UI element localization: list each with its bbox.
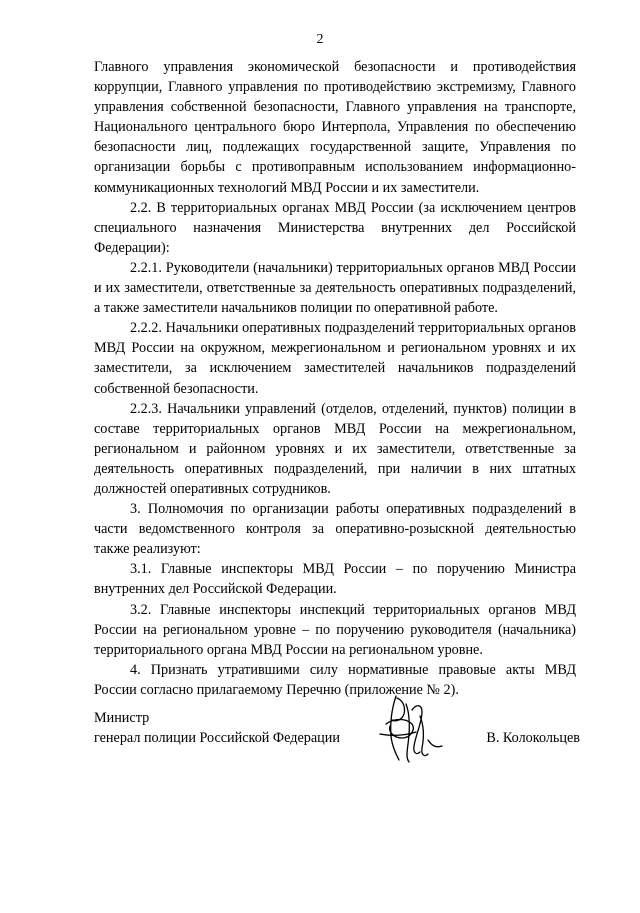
paragraph-3: 3. Полномочия по организации работы оперативных подразделений в части ведомственного контроля за оперативно-розыскной деятельностью также реализуют: bbox=[94, 501, 576, 558]
paragraph-3-1: 3.1. Главные инспекторы МВД России – по поручению Министра внутренних дел Российской Федерации. bbox=[94, 561, 576, 598]
signatory-name: В. Колокольцев bbox=[486, 730, 580, 746]
signature-block bbox=[94, 706, 580, 766]
signatory-position bbox=[94, 708, 340, 748]
signatory-rank: генерал полиции Российской Федерации bbox=[94, 730, 340, 747]
document-body bbox=[94, 57, 576, 700]
paragraph-2-2-3: 2.2.3. Начальники управлений (отделов, отделений, пунктов) полиции в составе территориальных органов МВД России на межрегиональном, региональном и районном уровнях и их заместители, ответственные за деятельность оперативных подразделений, при наличии в них штатных должностей оперативных сотрудников. bbox=[94, 400, 576, 497]
paragraph-continuation: Главного управления экономической безопасности и противодействия коррупции, Главного управления по противодействию экстремизму, Главного управления собственной безопасности, Главного управления на транспорте, Национального центрального бюро Интерпола, Управления по обеспечению безопасности лиц, подлежащих государственной защите, Управления по организации борьбы с противоправным использованием информационно-коммуникационных технологий МВД России и их заместители. bbox=[94, 59, 576, 196]
paragraph-2-2-2: 2.2.2. Начальники оперативных подразделений территориальных органов МВД России на окружном, межрегиональном и региональном уровнях и их заместители, за исключением заместителей начальников подразделений собственной безопасности. bbox=[94, 320, 576, 397]
paragraph-3-2: 3.2. Главные инспекторы инспекций территориальных органов МВД России на региональном уровне – по поручению руководителя (начальника) территориального органа МВД России на региональном уровне. bbox=[94, 601, 576, 658]
page-number: 2 bbox=[316, 32, 324, 47]
paragraph-4: 4. Признать утратившими силу нормативные правовые акты МВД России согласно прилагаемому Перечню (приложение № 2). bbox=[94, 661, 576, 698]
signatory-title: Министр bbox=[94, 710, 150, 726]
paragraph-2-2-1: 2.2.1. Руководители (начальники) территориальных органов МВД России и их заместители, ответственные за деятельность оперативных подразделений, а также заместители начальников полиции по оперативной работе. bbox=[94, 259, 576, 317]
handwritten-signature bbox=[376, 690, 448, 766]
paragraph-2-2: 2.2. В территориальных органах МВД России (за исключением центров специального назначения Министерства внутренних дел Российской Федерации): bbox=[94, 199, 576, 256]
